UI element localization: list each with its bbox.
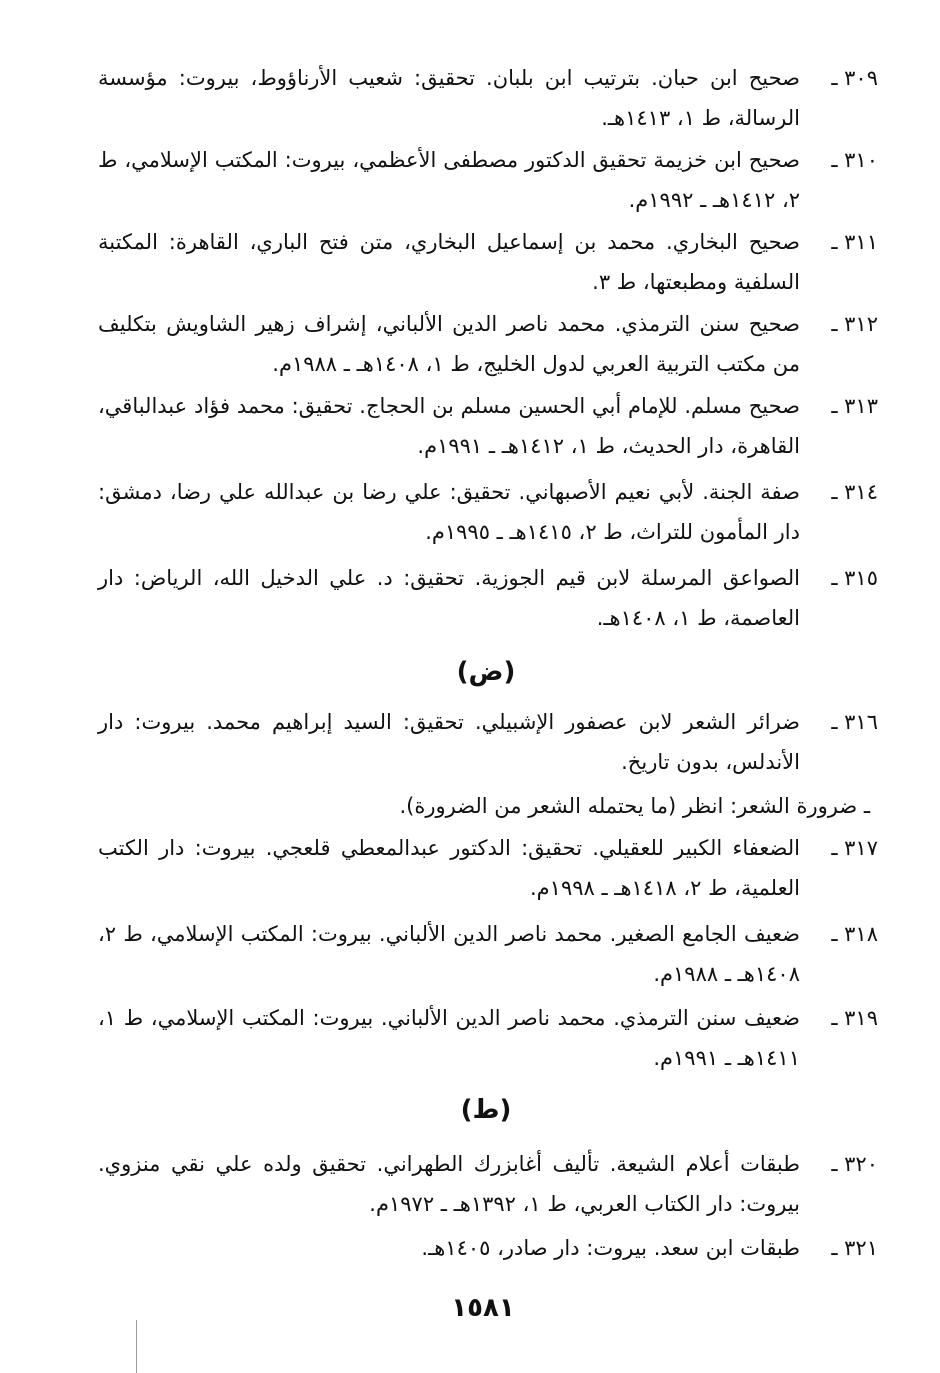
section-heading-dad: (ض) <box>456 657 516 687</box>
entry-number: ٣١٩ ـ <box>831 1006 878 1030</box>
entry-number: ٣٢١ ـ <box>831 1236 878 1260</box>
bibliography-entry-320 <box>98 1144 878 1224</box>
bibliography-entry-315 <box>98 558 878 638</box>
bibliography-entry-318 <box>98 914 878 994</box>
entry-text: الضعفاء الكبير للعقيلي. تحقيق: الدكتور عبدالمعطي قلعجي. بيروت: دار الكتب العلمية، ط ٢، ١٤١٨هـ ـ ١٩٩٨م. <box>98 836 800 900</box>
binding-margin-line <box>136 1320 137 1373</box>
bibliography-entry-316 <box>98 702 878 782</box>
cross-reference-entry <box>98 786 878 826</box>
entry-text: طبقات أعلام الشيعة. تأليف أغابزرك الطهراني. تحقيق ولده علي نقي منزوي. بيروت: دار الكتاب العربي، ط ١، ١٣٩٢هـ ـ ١٩٧٢م. <box>98 1152 800 1216</box>
entry-text: ضعيف الجامع الصغير. محمد ناصر الدين الألباني. بيروت: المكتب الإسلامي، ط ٢، ١٤٠٨هـ ـ ١٩٨٨م. <box>98 922 800 986</box>
entry-number: ٣١٠ ـ <box>831 148 878 172</box>
bibliography-entry-314 <box>98 472 878 552</box>
bibliography-entry-309 <box>98 58 878 138</box>
entry-text: الصواعق المرسلة لابن قيم الجوزية. تحقيق: د. علي الدخيل الله، الرياض: دار العاصمة، ط ١، ١٤٠٨هـ. <box>98 566 800 630</box>
entry-number: ٣١٢ ـ <box>831 312 878 336</box>
entry-number: ٣١١ ـ <box>831 230 878 254</box>
entry-text: صحيح سنن الترمذي. محمد ناصر الدين الألباني، إشراف زهير الشاويش بتكليف من مكتب التربية العربي لدول الخليج، ط ١، ١٤٠٨هـ ـ ١٩٨٨م. <box>98 312 800 376</box>
entry-text: صحيح البخاري. محمد بن إسماعيل البخاري، متن فتح الباري، القاهرة: المكتبة السلفية ومطبعتها، ط ٣. <box>98 230 800 294</box>
bibliography-entry-311 <box>98 222 878 302</box>
entry-number: ٣١٤ ـ <box>831 480 878 504</box>
bibliography-entry-313 <box>98 386 878 466</box>
bibliography-entry-321 <box>98 1228 878 1268</box>
entry-number: ٣٠٩ ـ <box>831 66 878 90</box>
entry-text: طبقات ابن سعد. بيروت: دار صادر، ١٤٠٥هـ. <box>421 1236 800 1260</box>
page-number: ١٥٨١ <box>451 1293 515 1323</box>
entry-number: ٣٢٠ ـ <box>831 1152 878 1176</box>
entry-text: صحيح ابن حبان. بترتيب ابن بلبان. تحقيق: شعيب الأرناؤوط، بيروت: مؤسسة الرسالة، ط ١، ١٤١٣هـ. <box>98 66 800 130</box>
entry-number: ٣١٦ ـ <box>831 710 878 734</box>
entry-text: ـ ضرورة الشعر: انظر (ما يحتمله الشعر من الضرورة). <box>399 794 870 818</box>
entry-text: ضعيف سنن الترمذي. محمد ناصر الدين الألباني. بيروت: المكتب الإسلامي، ط ١، ١٤١١هـ ـ ١٩٩١م. <box>98 1006 800 1070</box>
entry-number: ٣١٧ ـ <box>831 836 878 860</box>
section-heading-ta: (ط) <box>460 1095 512 1125</box>
entry-text: صحيح مسلم. للإمام أبي الحسين مسلم بن الحجاج. تحقيق: محمد فؤاد عبدالباقي، القاهرة، دار الحديث، ط ١، ١٤١٢هـ ـ ١٩٩١م. <box>98 394 800 458</box>
bibliography-entry-312 <box>98 304 878 384</box>
entry-text: صفة الجنة. لأبي نعيم الأصبهاني. تحقيق: علي رضا بن عبدالله علي رضا، دمشق: دار المأمون للتراث، ط ٢، ١٤١٥هـ ـ ١٩٩٥م. <box>98 480 800 544</box>
entry-text: ضرائر الشعر لابن عصفور الإشبيلي. تحقيق: السيد إبراهيم محمد. بيروت: دار الأندلس، بدون تاريخ. <box>98 710 800 774</box>
bibliography-entry-319 <box>98 998 878 1078</box>
entry-number: ٣١٣ ـ <box>831 394 878 418</box>
bibliography-entry-317 <box>98 828 878 908</box>
bibliography-entry-310 <box>98 140 878 220</box>
entry-number: ٣١٥ ـ <box>831 566 878 590</box>
entry-number: ٣١٨ ـ <box>831 922 878 946</box>
entry-text: صحيح ابن خزيمة تحقيق الدكتور مصطفى الأعظمي، بيروت: المكتب الإسلامي، ط ٢، ١٤١٢هـ ـ ١٩٩٢م. <box>98 148 800 212</box>
